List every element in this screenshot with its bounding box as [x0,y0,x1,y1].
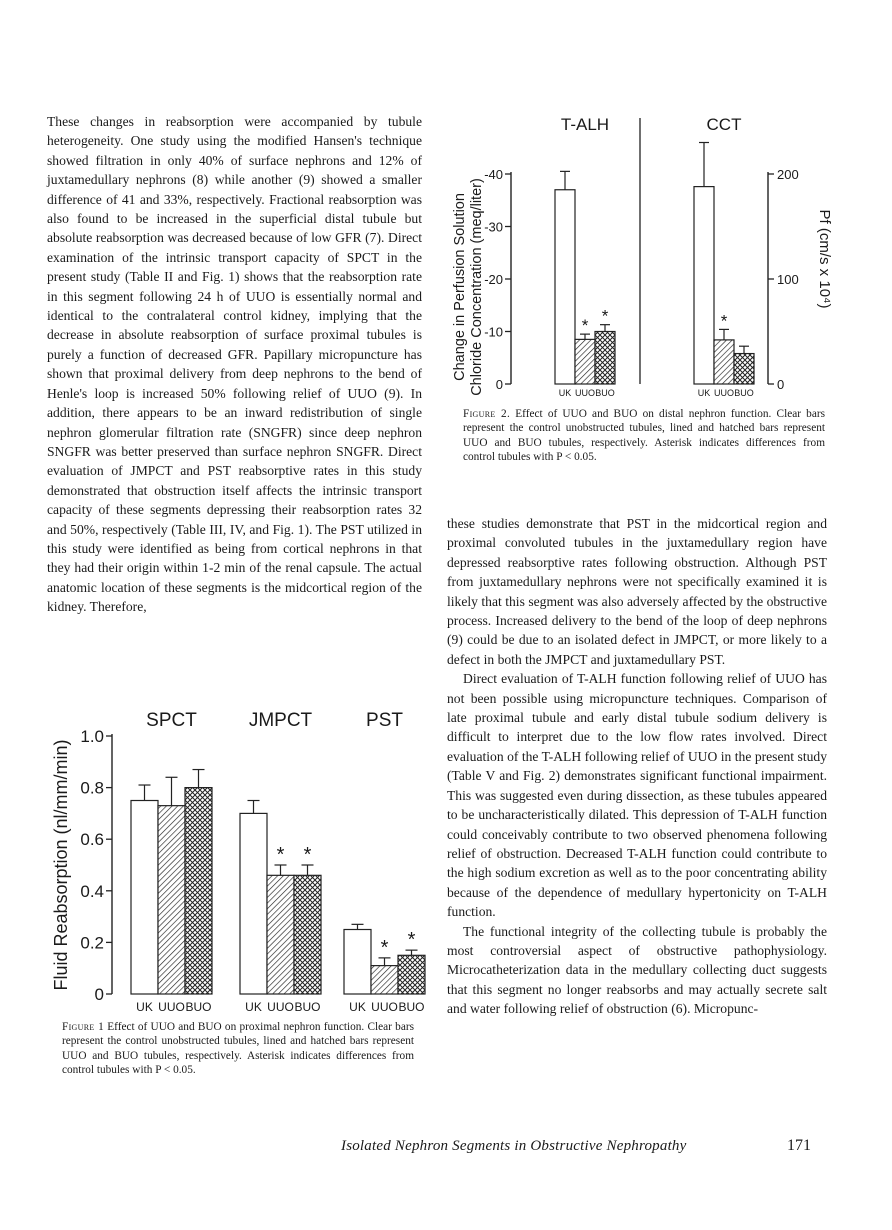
bar [398,955,425,994]
x-tick-label: BUO [398,1000,425,1014]
caption-text: Effect of UUO and BUO on proximal nephron function. Clear bars represent the control unobstructed tubules, lined and hatched bars represent UUO and BUO tubules, respectively. Asterisk indicates differences from control tubules with P < 0.05. [62,1021,415,1076]
figure-2-caption [463,407,825,464]
bar [185,788,212,994]
x-tick-label: UK [136,1000,153,1014]
y-axis-label-line-2: Chloride Concentration (meq/liter) [469,178,485,396]
significance-asterisk: * [380,936,389,959]
paragraph: The functional integrity of the collecting tubule is probably the most controversial aspect of obstructive pathophysiology. Microcatheterization data in the medullary collecting duct suggests that this segment no longer reabsorbs and may actually secrete salt and water following relief of obstruction (6). Micropunc- [447,923,827,1017]
y-tick-label: -30 [484,219,503,235]
bar [371,966,398,994]
group-label: T-ALH [560,115,610,134]
y-tick-label: -10 [484,324,503,340]
bar [575,339,595,384]
significance-asterisk: * [720,311,728,331]
x-tick-label: UUO [158,1000,185,1014]
group-label: SPCT [146,710,197,731]
bar [555,190,575,384]
y-tick-label: 0.6 [80,830,104,850]
y-tick-label: -40 [484,167,503,182]
group-label: CCT [706,115,742,134]
bar [158,806,185,994]
y-axis-label: Fluid Reabsorption (nl/mm/min) [51,739,71,991]
x-tick-label: UUO [371,1000,398,1014]
y2-tick-label: 200 [777,167,799,182]
paragraph: these studies demonstrate that PST in the midcortical region and proximal convoluted tubules in the juxtamedullary region have depressed reabsorptive rates following obstruction. Although PST from juxtamedullary nephrons were not specifically examined it is likely that this segment was also adversely affected by the obstructive process. Increased delivery to the bend of the loop of deep nephrons (9) could be due to an isolated defect in JMPCT, or more likely to a defect in both the JMPCT and juxtamedullary PST. [447,516,827,667]
y2-tick-label: 100 [777,272,799,287]
x-tick-label: UK [245,1000,262,1014]
bar [240,813,267,994]
x-tick-label: BUO [294,1000,321,1014]
y-tick-label: 0.8 [80,778,104,798]
running-footer-title: Isolated Nephron Segments in Obstructive Nephropathy [341,1138,687,1154]
y2-tick-label: 0 [777,377,785,392]
bar [131,801,158,995]
x-tick-label: UUO [267,1000,294,1014]
x-tick-label: UUO [714,388,734,398]
group-label: JMPCT [248,710,313,731]
caption-label: Figure 1 [62,1021,105,1033]
bar [714,340,734,384]
figure-1-chart [40,700,460,1020]
bar [267,875,294,994]
y2-axis-label: Pf (cm/s x 10⁴) [816,209,833,309]
page-number: 171 [787,1137,811,1154]
figure-2-chart [440,100,840,400]
y-tick-label: 0 [495,377,503,392]
bar [694,187,714,384]
bar [344,930,371,995]
y-axis-label-line-1: Change in Perfusion Solution [452,193,468,381]
x-tick-label: UK [697,388,711,398]
body-text-right-column [447,514,827,1019]
significance-asterisk: * [276,844,285,866]
y-tick-label: 1.0 [80,727,104,746]
x-tick-label: BUO [595,388,615,398]
caption-text: Effect of UUO and BUO on distal nephron function. Clear bars represent the control unobstructed tubules, lined and hatched bars represent UUO and BUO tubules, respectively. Asterisk indicates differences from control tubules with P < 0.05. [463,408,825,463]
bar [595,332,615,385]
y-tick-label: 0 [94,985,104,1004]
significance-asterisk: * [303,844,312,866]
paragraph: Direct evaluation of T-ALH function following relief of UUO has not been possible using micropuncture techniques. Comparison of late proximal tubule and early distal tubule sodium delivery is difficult to interpret due to the low flow rates involved. Direct evaluation of the T-ALH following relief of UUO in the present study (Table V and Fig. 2) demonstrates significant functional impairment. This was suggested even during dissection, as these tubules appeared to be uncharacteristically dilated. This depression of T-ALH function could conceivably contribute to two observed phenomena following relief of obstruction. Decreased T-ALH function could contribute to the high sodium excretion as well as to the poor concentrating ability because of the dependence of medullary hypertonicity on T-ALH function. [447,671,827,920]
x-tick-label: BUO [734,388,754,398]
x-tick-label: UUO [575,388,595,398]
body-text-left-column: These changes in reabsorption were accompanied by tubule heterogeneity. One study using the modified Hansen's technique showed filtration in only 40% of surface nephrons and 12% of juxtamedullary nephrons (8) while another (9) showed a smaller difference of 41 and 33%, respectively. Fractional reabsorption was also found to be increased in the superficial distal tubule but absolute reabsorption was decreased because of low GFR (7). Direct examination of the intrinsic transport capacity of SPCT in the present study (Table II and Fig. 1) shows that the reabsorption rate in this segment following 24 h of UUO is essentially normal and identical to the contralateral control kidney, implying that the decrease in absolute reabsorption of surface proximal tubules is purely a function of decreased GFR. Papillary micropuncture has shown that proximal delivery from deep nephrons to the bend of Henle's loop is increased 50% following relief of UUO (9). In addition, there appears to be an inward redistribution of single nephron glomerular filtration rate (SNGFR) since deep nephron SNGFR was better preserved than surface nephron SNGFR. Direct evaluation of JMPCT and PST reabsorptive rates in this study demonstrated that obstruction itself affects the intrinsic transport capacity of these segments depressing their reabsorption rates 32 and 50%, respectively (Table III, IV, and Fig. 1). The PST utilized in this study were identified as being from cortical nephrons in that they had their origin within 1-2 min of the renal capsule. The actual anatomic location of these segments is the midcortical region of the kidney. Therefore, [47,114,422,615]
caption-label: Figure 2. [463,408,511,420]
x-tick-label: UK [349,1000,366,1014]
significance-asterisk: * [407,929,416,952]
x-tick-label: BUO [185,1000,212,1014]
group-label: PST [366,710,403,731]
significance-asterisk: * [601,306,609,326]
y-tick-label: 0.2 [80,933,104,953]
significance-asterisk: * [581,316,589,336]
bar [734,354,754,384]
y-tick-label: -20 [484,272,503,287]
figure-1-caption [62,1020,414,1077]
x-tick-label: UK [558,388,572,398]
bar [294,875,321,994]
y-tick-label: 0.4 [80,881,104,901]
